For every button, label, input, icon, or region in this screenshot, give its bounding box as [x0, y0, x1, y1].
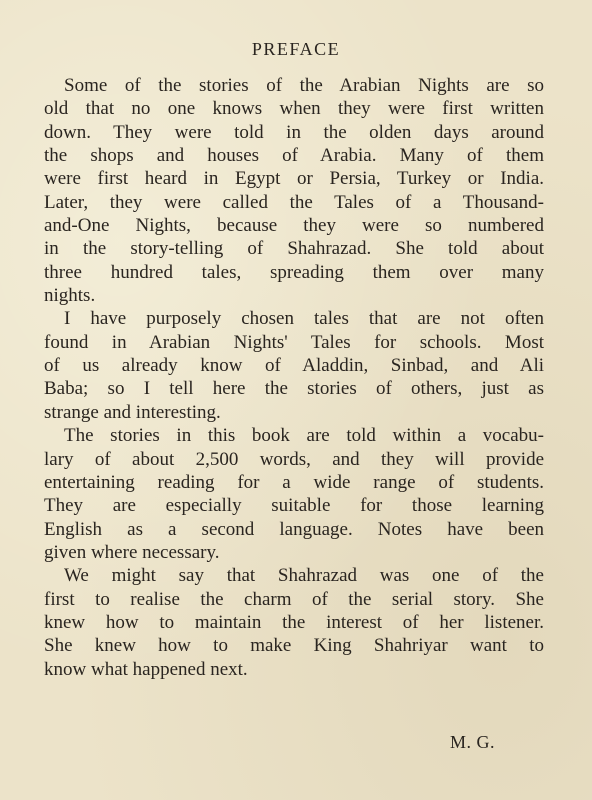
text-line: We might say that Shahrazad was one of the [64, 565, 544, 587]
page-title: PREFACE [251, 39, 341, 59]
text-line: Baba; so I tell here the stories of others, just as [44, 378, 544, 400]
text-line: strange and interesting. [44, 401, 221, 423]
text-line: knew how to maintain the interest of her listener. [44, 611, 544, 633]
text-line: English as a second language. Notes have been [44, 518, 544, 540]
text-line: lary of about 2,500 words, and they will provide [44, 448, 544, 470]
text-line: They are especially suitable for those learning [44, 495, 544, 517]
paragraph-4 [44, 564, 544, 681]
text-line: down. They were told in the olden days around [44, 121, 544, 143]
text-line: know what happened next. [44, 658, 248, 680]
text-line: entertaining reading for a wide range of students. [44, 471, 544, 493]
text-line: first to realise the charm of the serial story. She [44, 588, 544, 610]
paragraph-1 [44, 74, 544, 307]
text-line: given where necessary. [44, 541, 220, 563]
text-line: the shops and houses of Arabia. Many of them [44, 145, 544, 167]
text-line: Some of the stories of the Arabian Nights are so [64, 75, 544, 96]
text-line: She knew how to make King Shahriyar want to [44, 635, 544, 657]
preface-body [44, 74, 544, 681]
text-line: found in Arabian Nights' Tales for schools. Most [44, 331, 544, 353]
text-line: The stories in this book are told within a vocabu- [64, 425, 544, 447]
text-line: and-One Nights, because they were so numbered [44, 215, 544, 237]
text-line: I have purposely chosen tales that are not often [64, 308, 544, 330]
text-line: Later, they were called the Tales of a Thousand- [44, 191, 544, 213]
paragraph-2 [44, 307, 544, 424]
text-line: in the story-telling of Shahrazad. She told about [44, 238, 544, 260]
author-signature: M. G. [450, 732, 496, 752]
text-line: nights. [44, 285, 96, 307]
text-line: three hundred tales, spreading them over many [44, 261, 544, 283]
text-line: were first heard in Egypt or Persia, Turkey or India. [44, 168, 544, 190]
paragraph-3 [44, 424, 544, 564]
text-line: of us already know of Aladdin, Sinbad, and Ali [44, 355, 544, 377]
text-line: old that no one knows when they were first written [44, 98, 544, 120]
